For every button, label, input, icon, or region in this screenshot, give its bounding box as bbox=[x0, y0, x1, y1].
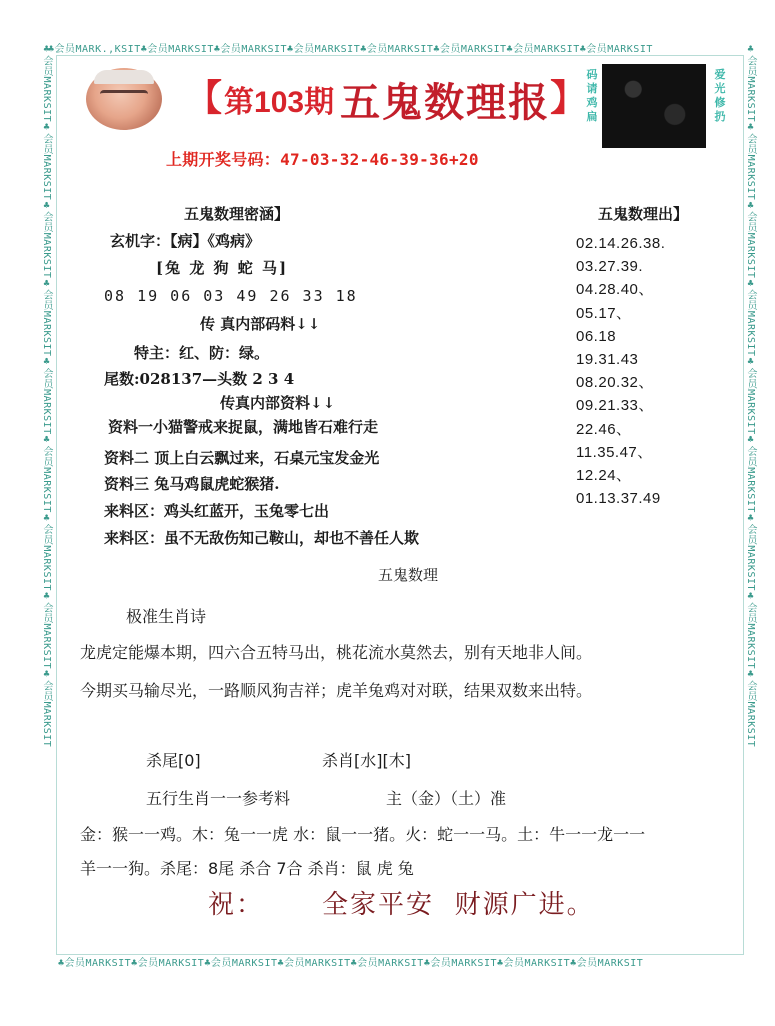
title-bracket-open: 【 bbox=[186, 78, 223, 119]
blessing-line bbox=[208, 884, 595, 921]
kill-zodiac: 杀肖[水][木] bbox=[322, 751, 411, 770]
poem-line-1: 龙虎定能爆本期，四六合五特马出，桃花流水莫然去，别有天地非人间。 bbox=[80, 643, 593, 662]
kill-tail: 杀尾[0] bbox=[146, 751, 201, 770]
info-line-2: 资料二 顶上白云飘过来，石桌元宝发金光 bbox=[104, 449, 380, 467]
list-item: 11.35.47、 bbox=[576, 443, 653, 461]
list-item: 01.13.37.49 bbox=[576, 490, 661, 508]
border-left-pattern: ♣会员MARKSIT♣会员MARKSIT♣会员MARKSIT♣会员MARKSIT♣会员MARKSIT♣会员MARKSIT♣会员MARKSIT♣会员MARKSIT♣会员MARKSIT bbox=[41, 44, 52, 748]
tail-numbers: 尾数:028137—头数 2 3 4 bbox=[104, 370, 295, 388]
right-number-list bbox=[576, 232, 665, 510]
blessing-part-2: 全家平安 bbox=[322, 890, 435, 920]
last-draw-numbers: 47-03-32-46-39-36+20 bbox=[280, 150, 479, 169]
info-line-1: 资料一小猫警戒来捉鼠，满地皆石难行走 bbox=[108, 418, 379, 436]
list-item: 05.17、 bbox=[576, 304, 632, 322]
avatar-glasses bbox=[100, 90, 148, 103]
blessing-part-1: 祝： bbox=[208, 890, 265, 920]
page-title bbox=[186, 76, 587, 126]
list-item: 08.20.32、 bbox=[576, 374, 654, 392]
paper-name: 五鬼数理报 bbox=[340, 78, 551, 126]
list-item: 04.28.40、 bbox=[576, 281, 654, 299]
blessing-part-3: 财源广进。 bbox=[454, 890, 595, 920]
special-note: 特主：红、防：绿。 bbox=[134, 344, 270, 362]
source-line-1: 来料区：鸡头红蓝开，玉兔零七出 bbox=[104, 502, 330, 520]
mystery-label: 玄机字：【病】《鸡病》 bbox=[110, 232, 261, 250]
border-bottom-pattern: ♣会员MARKSIT♣会员MARKSIT♣会员MARKSIT♣会员MARKSIT♣会员MARKSIT♣会员MARKSIT♣会员MARKSIT♣会员MARKSIT bbox=[58, 958, 644, 968]
zodiac-list: [兔 龙 狗 蛇 马] bbox=[156, 259, 289, 277]
five-elements-label: 五行生肖一一参考料 bbox=[146, 789, 291, 808]
issue-number: 第103期 bbox=[224, 86, 335, 119]
last-draw-line bbox=[166, 147, 479, 170]
title-bracket-close: 】 bbox=[550, 78, 587, 119]
list-item: 02.14.26.38. bbox=[576, 235, 666, 252]
poem-title: 极准生肖诗 bbox=[126, 607, 207, 626]
qr-left-caption: 码请鸡扁 bbox=[586, 68, 598, 123]
list-item: 22.46、 bbox=[576, 420, 632, 438]
number-list: 08 19 06 03 49 26 33 18 bbox=[104, 287, 358, 305]
info-line-3: 资料三 兔马鸡鼠虎蛇猴猪. bbox=[104, 475, 280, 493]
fax-code-label: 传 真内部码料↓↓ bbox=[200, 315, 321, 333]
poem-line-2: 今期买马输尽光，一路顺风狗吉祥；虎羊兔鸡对对联，结果双数来出特。 bbox=[80, 681, 593, 700]
list-item: 06.18 bbox=[576, 327, 617, 345]
elements-line-2: 羊一一狗。杀尾：8尾 杀合 7合 杀肖：鼠 虎 兔 bbox=[80, 859, 414, 878]
list-item: 12.24、 bbox=[576, 467, 632, 485]
main-element: 主（金）（土）准 bbox=[386, 789, 507, 808]
list-item: 03.27.39. bbox=[576, 258, 644, 276]
elements-line-1: 金：猴一一鸡。木：兔一一虎 水：鼠一一猪。火：蛇一一马。土：牛一一龙一一 bbox=[80, 825, 646, 844]
avatar-photo bbox=[86, 68, 162, 130]
avatar-hair bbox=[94, 70, 154, 84]
qr-code[interactable] bbox=[602, 64, 706, 148]
list-item: 19.31.43 bbox=[576, 351, 639, 369]
border-top-pattern: ♣会员MARK.,KSIT♣会员MARKSIT♣会员MARKSIT♣会员MARKSIT♣会员MARKSIT♣会员MARKSIT♣会员MARKSIT♣会员MARKSIT bbox=[48, 44, 653, 54]
left-heading: 五鬼数理密涵】 bbox=[184, 205, 290, 223]
fax-info-label: 传真内部资料↓↓ bbox=[220, 394, 336, 412]
right-heading: 五鬼数理出】 bbox=[598, 205, 689, 223]
list-item: 09.21.33、 bbox=[576, 397, 654, 415]
border-right-pattern: ♣会员MARKSIT♣会员MARKSIT♣会员MARKSIT♣会员MARKSIT♣会员MARKSIT♣会员MARKSIT♣会员MARKSIT♣会员MARKSIT♣会员MARKSIT bbox=[745, 44, 756, 748]
section-title: 五鬼数理 bbox=[378, 566, 439, 584]
last-draw-label: 上期开奖号码： bbox=[166, 150, 281, 169]
source-line-2: 来料区：虽不无敌伤知己鞍山，却也不善任人欺 bbox=[104, 529, 420, 547]
qr-right-caption: 爱光修扔 bbox=[714, 68, 726, 123]
